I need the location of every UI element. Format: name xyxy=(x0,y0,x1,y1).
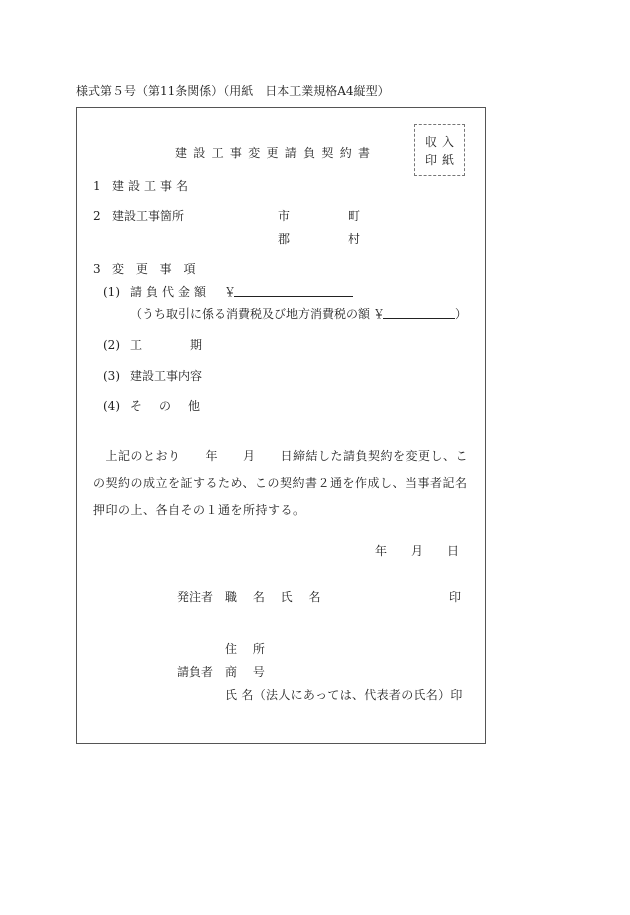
orderer-role: 発注者 xyxy=(177,590,214,604)
item2-town: 町 xyxy=(348,209,361,223)
date-year: 年 xyxy=(375,544,388,558)
sub4-number: (4) xyxy=(103,399,120,413)
sub3-number: (3) xyxy=(103,369,120,383)
orderer-seal: 印 xyxy=(449,590,462,604)
sub1-tax-label: （うち取引に係る消費税及び地方消費税の額 xyxy=(130,307,371,321)
contractor-trade-name: 商 号 xyxy=(225,665,271,679)
sub4-label-b: の xyxy=(159,399,172,413)
item2-label: 建設工事箇所 xyxy=(112,209,185,223)
item2-county: 郡 xyxy=(278,232,291,246)
sub1-yen-sign: ￥ xyxy=(224,285,237,299)
item3-label: 変 更 事 項 xyxy=(112,262,200,276)
item2-village: 村 xyxy=(348,232,361,246)
sub4-label-c: 他 xyxy=(188,399,201,413)
stamp-label-line2: 印紙 xyxy=(424,153,459,167)
sub1-label: 請負代金額 xyxy=(130,285,211,299)
sub3-label: 建設工事内容 xyxy=(130,369,203,383)
contractor-name: 氏 名（法人にあっては、代表者の氏名）印 xyxy=(225,688,463,702)
sub1-tax-close: ） xyxy=(455,307,468,321)
stamp-label-line1: 収入 xyxy=(424,135,459,149)
orderer-title-name: 職 名 氏 名 xyxy=(225,590,327,604)
sub1-tax-yen-sign: ￥ xyxy=(373,307,386,321)
revenue-stamp-box xyxy=(414,124,465,176)
sub2-number: (2) xyxy=(103,338,120,352)
sub1-tax-underline xyxy=(383,318,455,319)
item2-number: 2 xyxy=(93,209,101,223)
sub2-label-a: 工 xyxy=(130,338,143,352)
contractor-role: 請負者 xyxy=(177,665,214,679)
document-title: 建設工事変更請負契約書 xyxy=(175,146,377,160)
contract-form-frame xyxy=(76,107,486,744)
item1-label: 建設工事名 xyxy=(112,179,193,193)
contractor-address: 住 所 xyxy=(225,642,271,656)
item1-number: 1 xyxy=(93,179,101,193)
sub1-number: (1) xyxy=(103,285,120,299)
item2-city: 市 xyxy=(278,209,291,223)
form-number-header: 様式第５号（第11条関係）（用紙 日本工業規格A4縦型） xyxy=(76,84,390,98)
sub1-amount-underline xyxy=(234,296,353,297)
date-day: 日 xyxy=(447,544,460,558)
sub4-label-a: そ xyxy=(130,399,143,413)
date-month: 月 xyxy=(411,544,424,558)
contract-statement: 上記のとおり 年 月 日締結した請負契約を変更し、この契約の成立を証するため、この契約書２通を作成し、当事者記名押印の上、各自その１通を所持する。 xyxy=(93,449,469,517)
sub2-label-b: 期 xyxy=(190,338,203,352)
item3-number: 3 xyxy=(93,262,101,276)
